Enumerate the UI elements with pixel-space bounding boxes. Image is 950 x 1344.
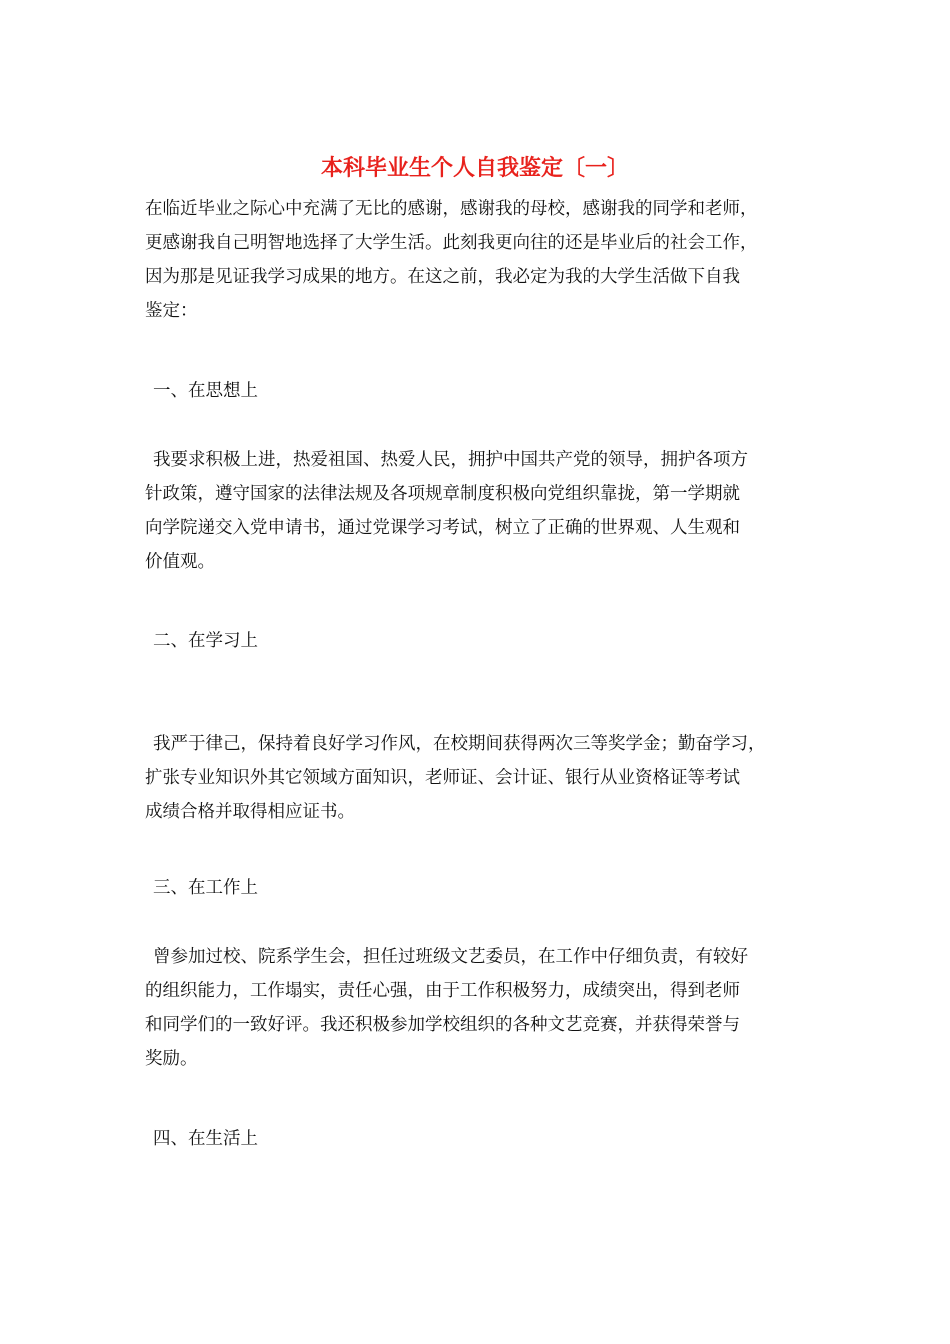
body-line: 针政策，遵守国家的法律法规及各项规章制度积极向党组织靠拢，第一学期就 <box>145 484 740 504</box>
document-title: 本科毕业生个人自我鉴定〔一〕 <box>320 155 629 181</box>
section-heading-text: 三、在工作上 <box>153 878 258 898</box>
section-heading-thought <box>145 374 815 408</box>
section-body-work <box>145 940 815 1076</box>
section-body-thought <box>145 443 815 579</box>
intro-line: 在临近毕业之际心中充满了无比的感谢，感谢我的母校，感谢我的同学和老师， <box>145 199 758 219</box>
body-line: 奖励。 <box>145 1049 198 1069</box>
intro-line: 鉴定： <box>145 301 198 321</box>
intro-paragraph <box>145 192 815 328</box>
body-line: 扩张专业知识外其它领域方面知识，老师证、会计证、银行从业资格证等考试 <box>145 768 740 788</box>
section-heading-work <box>145 871 815 905</box>
section-heading-text: 一、在思想上 <box>153 381 258 401</box>
body-line: 向学院递交入党申请书，通过党课学习考试，树立了正确的世界观、人生观和 <box>145 518 740 538</box>
body-line: 我严于律己，保持着良好学习作风，在校期间获得两次三等奖学金；勤奋学习， <box>153 734 766 754</box>
body-line: 我要求积极上进，热爱祖国、热爱人民，拥护中国共产党的领导，拥护各项方 <box>153 450 748 470</box>
body-line: 曾参加过校、院系学生会，担任过班级文艺委员，在工作中仔细负责，有较好 <box>153 947 748 967</box>
section-heading-life <box>145 1122 815 1156</box>
body-line: 成绩合格并取得相应证书。 <box>145 802 355 822</box>
body-line: 的组织能力，工作塌实，责任心强，由于工作积极努力，成绩突出，得到老师 <box>145 981 740 1001</box>
section-body-study <box>145 727 815 829</box>
body-line: 价值观。 <box>145 552 215 572</box>
section-heading-study <box>145 624 815 658</box>
intro-line: 更感谢我自己明智地选择了大学生活。此刻我更向往的还是毕业后的社会工作， <box>145 233 758 253</box>
intro-line: 因为那是见证我学习成果的地方。在这之前，我必定为我的大学生活做下自我 <box>145 267 740 287</box>
section-heading-text: 四、在生活上 <box>153 1129 258 1149</box>
section-heading-text: 二、在学习上 <box>153 631 258 651</box>
body-line: 和同学们的一致好评。我还积极参加学校组织的各种文艺竞赛，并获得荣誉与 <box>145 1015 740 1035</box>
